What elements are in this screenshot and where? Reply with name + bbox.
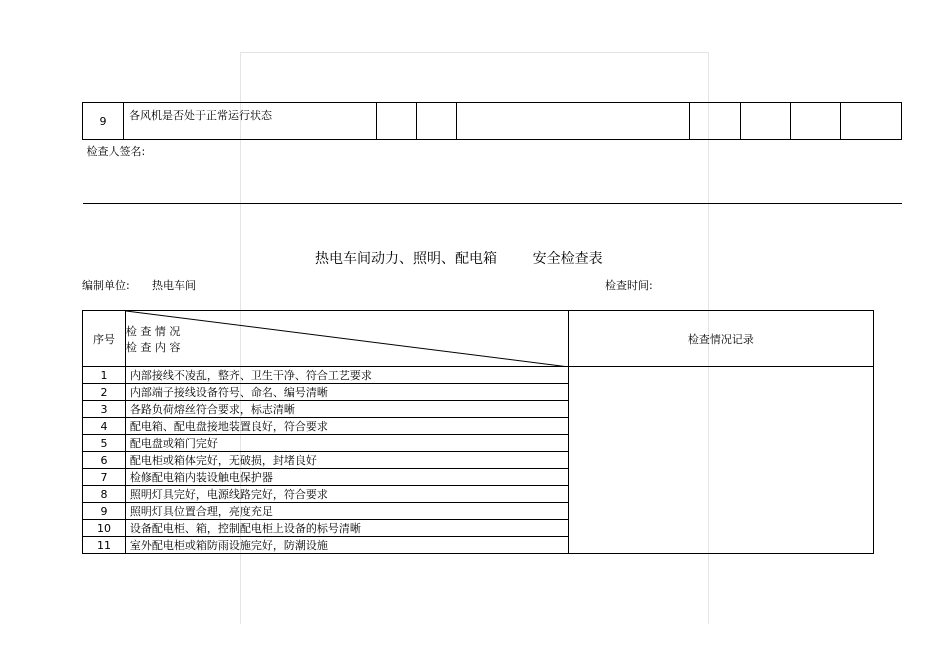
header-top-char: 查 <box>140 324 152 338</box>
page-guide-top <box>240 52 709 53</box>
item-text: 检修配电箱内装设触电保护器 <box>125 469 568 486</box>
header-bottom-char: 查 <box>140 340 152 354</box>
item-number: 6 <box>83 452 126 469</box>
header-bottom-char: 内 <box>154 340 166 354</box>
item-number: 10 <box>83 520 126 537</box>
item-text: 照明灯具位置合理，亮度充足 <box>125 503 568 520</box>
signature-row <box>83 140 902 204</box>
header-top-char: 情 <box>154 324 166 338</box>
item-text: 照明灯具完好，电源线路完好，符合要求 <box>125 486 568 503</box>
item-text: 配电盘或箱门完好 <box>125 435 568 452</box>
item-number: 11 <box>83 537 126 554</box>
header-bottom-char: 容 <box>169 340 181 354</box>
check-cell[interactable] <box>457 103 690 140</box>
check-cell[interactable] <box>690 103 741 140</box>
checklist-body <box>83 367 874 554</box>
check-cell[interactable] <box>741 103 791 140</box>
item-text: 各路负荷熔丝符合要求，标志清晰 <box>125 401 568 418</box>
diagonal-line <box>126 311 569 367</box>
item-text: 内部端子接线设备符号、命名、编号清晰 <box>125 384 568 401</box>
record-header: 检查情况记录 <box>568 311 873 367</box>
record-cell[interactable] <box>568 367 873 554</box>
item-text: 配电柜或箱体完好，无破损，封堵良好 <box>125 452 568 469</box>
item-number: 1 <box>83 367 126 384</box>
previous-checklist-table <box>82 102 902 204</box>
item-number: 5 <box>83 435 126 452</box>
item-text: 室外配电柜或箱防雨设施完好，防潮设施 <box>125 537 568 554</box>
item-text: 配电箱、配电盘接地装置良好，符合要求 <box>125 418 568 435</box>
time-label: 检查时间: <box>605 279 653 292</box>
seq-header: 序号 <box>83 311 126 367</box>
unit-label: 编制单位: <box>82 279 130 292</box>
check-cell[interactable] <box>377 103 417 140</box>
row-number: 9 <box>83 103 124 140</box>
checklist-table <box>82 310 874 554</box>
check-cell[interactable] <box>417 103 457 140</box>
item-number: 4 <box>83 418 126 435</box>
diagonal-header <box>125 311 568 367</box>
header-top-char: 检 <box>125 324 137 338</box>
item-number: 7 <box>83 469 126 486</box>
item-text: 设备配电柜、箱，控制配电柜上设备的标号清晰 <box>125 520 568 537</box>
item-number: 8 <box>83 486 126 503</box>
form-title: 热电车间动力、照明、配电箱 安全检查表 <box>315 251 603 267</box>
item-number: 2 <box>83 384 126 401</box>
item-number: 9 <box>83 503 126 520</box>
unit-value: 热电车间 <box>152 279 196 292</box>
signature-label: 检查人签名: <box>86 145 146 158</box>
item-text: 内部接线不凌乱，整齐、卫生干净、符合工艺要求 <box>125 367 568 384</box>
item-number: 3 <box>83 401 126 418</box>
table-row <box>83 367 874 384</box>
check-cell[interactable] <box>791 103 841 140</box>
header-bottom-char: 检 <box>125 340 137 354</box>
check-cell[interactable] <box>841 103 902 140</box>
header-row <box>83 311 874 367</box>
signature-cell[interactable] <box>83 140 902 204</box>
header-top-char: 况 <box>169 324 181 338</box>
row-text: 各风机是否处于正常运行状态 <box>124 103 377 140</box>
table-row <box>83 103 902 140</box>
